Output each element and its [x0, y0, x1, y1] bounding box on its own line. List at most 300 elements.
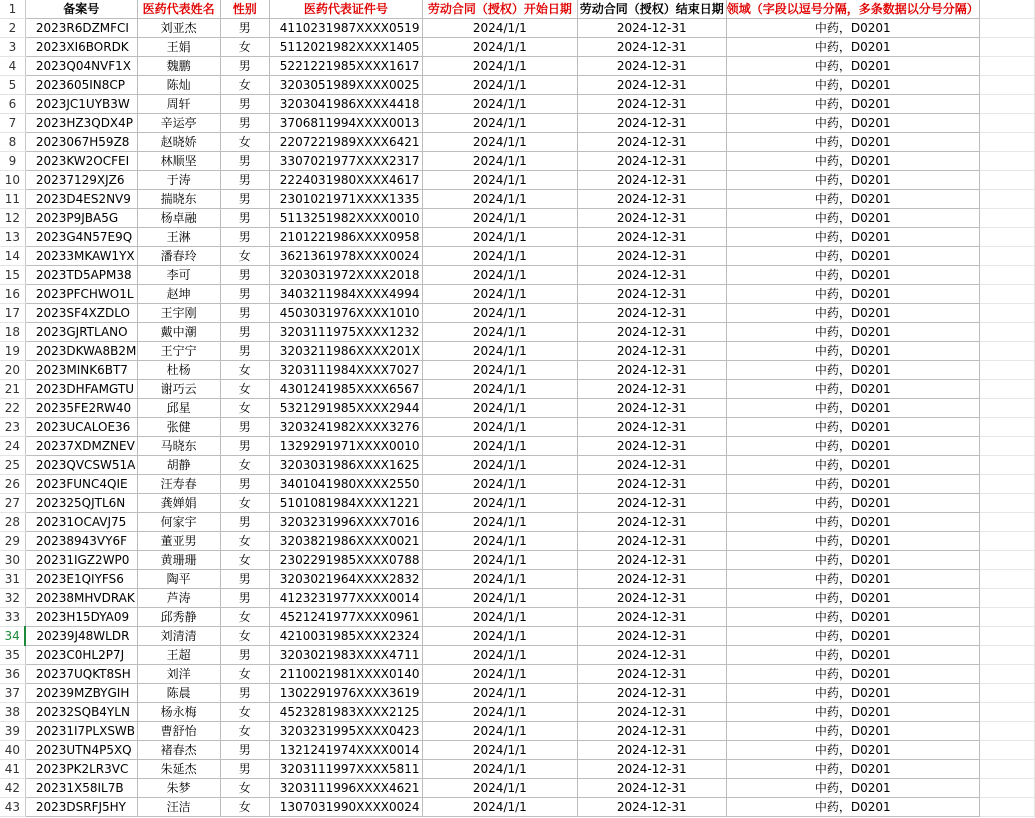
cell-rep-name[interactable]: 王淋: [137, 228, 220, 247]
row-number[interactable]: 29: [0, 532, 25, 551]
cell-end-date[interactable]: 2024-12-31: [577, 551, 726, 570]
cell-record-id[interactable]: 2023P9JBA5G: [25, 209, 137, 228]
cell-start-date[interactable]: 2024/1/1: [423, 361, 578, 380]
cell-rep-name[interactable]: 张健: [137, 418, 220, 437]
cell-id-number[interactable]: 3621361978XXXX0024: [269, 247, 422, 266]
cell-id-number[interactable]: 4523281983XXXX2125: [269, 703, 422, 722]
cell-domain-field[interactable]: 中药，D0201: [726, 266, 979, 285]
row-number[interactable]: 21: [0, 380, 25, 399]
cell-gender[interactable]: 男: [220, 228, 269, 247]
empty-cell[interactable]: [979, 133, 1034, 152]
empty-cell[interactable]: [979, 665, 1034, 684]
cell-end-date[interactable]: 2024-12-31: [577, 247, 726, 266]
cell-record-id[interactable]: 2023PFCHWO1L: [25, 285, 137, 304]
empty-cell[interactable]: [979, 722, 1034, 741]
cell-record-id[interactable]: 20237XDMZNEV: [25, 437, 137, 456]
cell-domain-field[interactable]: 中药，D0201: [726, 152, 979, 171]
cell-id-number[interactable]: 4503031976XXXX1010: [269, 304, 422, 323]
cell-domain-field[interactable]: 中药，D0201: [726, 722, 979, 741]
cell-record-id[interactable]: 20239J48WLDR: [25, 627, 137, 646]
cell-record-id[interactable]: 2023G4N57E9Q: [25, 228, 137, 247]
empty-cell[interactable]: [979, 513, 1034, 532]
cell-record-id[interactable]: 20231X58IL7B: [25, 779, 137, 798]
cell-rep-name[interactable]: 朱延杰: [137, 760, 220, 779]
cell-gender[interactable]: 女: [220, 798, 269, 817]
cell-start-date[interactable]: 2024/1/1: [423, 247, 578, 266]
cell-start-date[interactable]: 2024/1/1: [423, 722, 578, 741]
row-number[interactable]: 16: [0, 285, 25, 304]
cell-end-date[interactable]: 2024-12-31: [577, 779, 726, 798]
row-number[interactable]: 39: [0, 722, 25, 741]
empty-cell[interactable]: [979, 266, 1034, 285]
cell-start-date[interactable]: 2024/1/1: [423, 532, 578, 551]
cell-gender[interactable]: 女: [220, 399, 269, 418]
cell-gender[interactable]: 女: [220, 608, 269, 627]
cell-record-id[interactable]: 2023UTN4P5XQ: [25, 741, 137, 760]
empty-cell[interactable]: [979, 627, 1034, 646]
cell-start-date[interactable]: 2024/1/1: [423, 266, 578, 285]
cell-id-number[interactable]: 2101221986XXXX0958: [269, 228, 422, 247]
cell-end-date[interactable]: 2024-12-31: [577, 38, 726, 57]
cell-gender[interactable]: 女: [220, 665, 269, 684]
cell-rep-name[interactable]: 何家宇: [137, 513, 220, 532]
row-number[interactable]: 22: [0, 399, 25, 418]
cell-record-id[interactable]: 2023SF4XZDLO: [25, 304, 137, 323]
cell-record-id[interactable]: 2023KW2OCFEI: [25, 152, 137, 171]
cell-gender[interactable]: 女: [220, 76, 269, 95]
cell-record-id[interactable]: 20238MHVDRAK: [25, 589, 137, 608]
row-number[interactable]: 35: [0, 646, 25, 665]
row-number[interactable]: 42: [0, 779, 25, 798]
cell-id-number[interactable]: 3203041986XXXX4418: [269, 95, 422, 114]
cell-rep-name[interactable]: 赵坤: [137, 285, 220, 304]
cell-rep-name[interactable]: 谢巧云: [137, 380, 220, 399]
cell-start-date[interactable]: 2024/1/1: [423, 589, 578, 608]
cell-end-date[interactable]: 2024-12-31: [577, 95, 726, 114]
cell-end-date[interactable]: 2024-12-31: [577, 456, 726, 475]
cell-start-date[interactable]: 2024/1/1: [423, 798, 578, 817]
cell-start-date[interactable]: 2024/1/1: [423, 19, 578, 38]
cell-record-id[interactable]: 2023DSRFJ5HY: [25, 798, 137, 817]
cell-end-date[interactable]: 2024-12-31: [577, 57, 726, 76]
cell-rep-name[interactable]: 王娟: [137, 38, 220, 57]
cell-start-date[interactable]: 2024/1/1: [423, 646, 578, 665]
cell-end-date[interactable]: 2024-12-31: [577, 342, 726, 361]
cell-id-number[interactable]: 2110021981XXXX0140: [269, 665, 422, 684]
empty-cell[interactable]: [979, 456, 1034, 475]
cell-id-number[interactable]: 3203021983XXXX4711: [269, 646, 422, 665]
empty-cell[interactable]: [979, 399, 1034, 418]
cell-domain-field[interactable]: 中药，D0201: [726, 19, 979, 38]
row-number[interactable]: 33: [0, 608, 25, 627]
row-number[interactable]: 32: [0, 589, 25, 608]
header-end-date[interactable]: 劳动合同（授权）结束日期: [577, 0, 726, 19]
header-record-id[interactable]: 备案号: [25, 0, 137, 19]
cell-rep-name[interactable]: 杨卓融: [137, 209, 220, 228]
row-number[interactable]: 20: [0, 361, 25, 380]
header-start-date[interactable]: 劳动合同（授权）开始日期: [423, 0, 578, 19]
empty-cell[interactable]: [979, 152, 1034, 171]
cell-end-date[interactable]: 2024-12-31: [577, 76, 726, 95]
cell-domain-field[interactable]: 中药，D0201: [726, 95, 979, 114]
cell-domain-field[interactable]: 中药，D0201: [726, 684, 979, 703]
cell-end-date[interactable]: 2024-12-31: [577, 190, 726, 209]
cell-domain-field[interactable]: 中药，D0201: [726, 646, 979, 665]
cell-rep-name[interactable]: 陈晨: [137, 684, 220, 703]
empty-cell[interactable]: [979, 608, 1034, 627]
cell-domain-field[interactable]: 中药，D0201: [726, 133, 979, 152]
row-number[interactable]: 37: [0, 684, 25, 703]
cell-id-number[interactable]: 1302291976XXXX3619: [269, 684, 422, 703]
row-number[interactable]: 43: [0, 798, 25, 817]
cell-end-date[interactable]: 2024-12-31: [577, 285, 726, 304]
empty-cell[interactable]: [979, 779, 1034, 798]
cell-end-date[interactable]: 2024-12-31: [577, 665, 726, 684]
cell-end-date[interactable]: 2024-12-31: [577, 608, 726, 627]
cell-start-date[interactable]: 2024/1/1: [423, 133, 578, 152]
cell-start-date[interactable]: 2024/1/1: [423, 779, 578, 798]
cell-rep-name[interactable]: 黄珊珊: [137, 551, 220, 570]
cell-rep-name[interactable]: 朱梦: [137, 779, 220, 798]
cell-id-number[interactable]: 3203111996XXXX4621: [269, 779, 422, 798]
cell-end-date[interactable]: 2024-12-31: [577, 513, 726, 532]
cell-domain-field[interactable]: 中药，D0201: [726, 608, 979, 627]
empty-cell[interactable]: [979, 361, 1034, 380]
cell-end-date[interactable]: 2024-12-31: [577, 380, 726, 399]
empty-cell[interactable]: [979, 570, 1034, 589]
cell-domain-field[interactable]: 中药，D0201: [726, 304, 979, 323]
cell-record-id[interactable]: 20232SQB4YLN: [25, 703, 137, 722]
cell-start-date[interactable]: 2024/1/1: [423, 703, 578, 722]
cell-gender[interactable]: 男: [220, 152, 269, 171]
row-number[interactable]: 11: [0, 190, 25, 209]
empty-cell[interactable]: [979, 228, 1034, 247]
cell-gender[interactable]: 女: [220, 380, 269, 399]
cell-end-date[interactable]: 2024-12-31: [577, 627, 726, 646]
cell-gender[interactable]: 男: [220, 684, 269, 703]
cell-gender[interactable]: 女: [220, 38, 269, 57]
cell-id-number[interactable]: 2302291985XXXX0788: [269, 551, 422, 570]
cell-gender[interactable]: 男: [220, 342, 269, 361]
cell-gender[interactable]: 男: [220, 475, 269, 494]
empty-cell[interactable]: [979, 190, 1034, 209]
row-number[interactable]: 8: [0, 133, 25, 152]
cell-record-id[interactable]: 20238943VY6F: [25, 532, 137, 551]
cell-domain-field[interactable]: 中药，D0201: [726, 513, 979, 532]
cell-gender[interactable]: 女: [220, 247, 269, 266]
header-gender[interactable]: 性别: [220, 0, 269, 19]
cell-start-date[interactable]: 2024/1/1: [423, 513, 578, 532]
cell-rep-name[interactable]: 戴中潮: [137, 323, 220, 342]
cell-domain-field[interactable]: 中药，D0201: [726, 418, 979, 437]
cell-domain-field[interactable]: 中药，D0201: [726, 494, 979, 513]
cell-record-id[interactable]: 2023Q04NVF1X: [25, 57, 137, 76]
cell-start-date[interactable]: 2024/1/1: [423, 57, 578, 76]
empty-cell[interactable]: [979, 19, 1034, 38]
header-id-number[interactable]: 医药代表证件号: [269, 0, 422, 19]
empty-cell[interactable]: [979, 171, 1034, 190]
cell-record-id[interactable]: 2023DKWA8B2M: [25, 342, 137, 361]
cell-start-date[interactable]: 2024/1/1: [423, 494, 578, 513]
cell-domain-field[interactable]: 中药，D0201: [726, 228, 979, 247]
cell-rep-name[interactable]: 陶平: [137, 570, 220, 589]
cell-end-date[interactable]: 2024-12-31: [577, 646, 726, 665]
header-rep-name[interactable]: 医药代表姓名: [137, 0, 220, 19]
row-number[interactable]: 36: [0, 665, 25, 684]
cell-domain-field[interactable]: 中药，D0201: [726, 171, 979, 190]
header-domain-field[interactable]: 领域（字段以逗号分隔，多条数据以分号分隔）: [726, 0, 979, 19]
cell-end-date[interactable]: 2024-12-31: [577, 798, 726, 817]
cell-id-number[interactable]: 1329291971XXXX0010: [269, 437, 422, 456]
cell-start-date[interactable]: 2024/1/1: [423, 190, 578, 209]
empty-cell[interactable]: [979, 95, 1034, 114]
cell-domain-field[interactable]: 中药，D0201: [726, 285, 979, 304]
row-number[interactable]: 4: [0, 57, 25, 76]
cell-gender[interactable]: 女: [220, 779, 269, 798]
cell-rep-name[interactable]: 林顺坚: [137, 152, 220, 171]
cell-end-date[interactable]: 2024-12-31: [577, 684, 726, 703]
cell-domain-field[interactable]: 中药，D0201: [726, 570, 979, 589]
cell-domain-field[interactable]: 中药，D0201: [726, 380, 979, 399]
cell-id-number[interactable]: 3203111997XXXX5811: [269, 760, 422, 779]
cell-domain-field[interactable]: 中药，D0201: [726, 247, 979, 266]
cell-rep-name[interactable]: 魏鹏: [137, 57, 220, 76]
cell-end-date[interactable]: 2024-12-31: [577, 494, 726, 513]
cell-id-number[interactable]: 2301021971XXXX1335: [269, 190, 422, 209]
cell-record-id[interactable]: 2023TD5APM38: [25, 266, 137, 285]
cell-record-id[interactable]: 2023H15DYA09: [25, 608, 137, 627]
cell-record-id[interactable]: 20231IGZ2WP0: [25, 551, 137, 570]
cell-record-id[interactable]: 2023GJRTLANO: [25, 323, 137, 342]
cell-start-date[interactable]: 2024/1/1: [423, 627, 578, 646]
cell-id-number[interactable]: 3203031986XXXX1625: [269, 456, 422, 475]
empty-cell[interactable]: [979, 589, 1034, 608]
row-number[interactable]: 19: [0, 342, 25, 361]
cell-end-date[interactable]: 2024-12-31: [577, 703, 726, 722]
cell-record-id[interactable]: 2023R6DZMFCI: [25, 19, 137, 38]
cell-start-date[interactable]: 2024/1/1: [423, 228, 578, 247]
row-number[interactable]: 10: [0, 171, 25, 190]
empty-cell[interactable]: [979, 646, 1034, 665]
cell-domain-field[interactable]: 中药，D0201: [726, 798, 979, 817]
empty-cell[interactable]: [979, 209, 1034, 228]
cell-end-date[interactable]: 2024-12-31: [577, 361, 726, 380]
cell-start-date[interactable]: 2024/1/1: [423, 342, 578, 361]
cell-domain-field[interactable]: 中药，D0201: [726, 76, 979, 95]
cell-gender[interactable]: 男: [220, 437, 269, 456]
cell-record-id[interactable]: 2023MINK6BT7: [25, 361, 137, 380]
cell-gender[interactable]: 男: [220, 114, 269, 133]
cell-domain-field[interactable]: 中药，D0201: [726, 38, 979, 57]
cell-end-date[interactable]: 2024-12-31: [577, 475, 726, 494]
row-number[interactable]: 28: [0, 513, 25, 532]
row-number[interactable]: 6: [0, 95, 25, 114]
row-number[interactable]: 27: [0, 494, 25, 513]
cell-record-id[interactable]: 2023C0HL2P7J: [25, 646, 137, 665]
empty-cell[interactable]: [979, 285, 1034, 304]
cell-record-id[interactable]: 2023JC1UYB3W: [25, 95, 137, 114]
cell-domain-field[interactable]: 中药，D0201: [726, 456, 979, 475]
cell-id-number[interactable]: 4123231977XXXX0014: [269, 589, 422, 608]
cell-record-id[interactable]: 20231OCAVJ75: [25, 513, 137, 532]
cell-start-date[interactable]: 2024/1/1: [423, 323, 578, 342]
row-number[interactable]: 14: [0, 247, 25, 266]
cell-rep-name[interactable]: 龚婵娟: [137, 494, 220, 513]
cell-id-number[interactable]: 3203241982XXXX3276: [269, 418, 422, 437]
cell-id-number[interactable]: 4521241977XXXX0961: [269, 608, 422, 627]
cell-rep-name[interactable]: 杜杨: [137, 361, 220, 380]
cell-gender[interactable]: 男: [220, 285, 269, 304]
cell-gender[interactable]: 男: [220, 190, 269, 209]
row-number[interactable]: 7: [0, 114, 25, 133]
cell-gender[interactable]: 男: [220, 741, 269, 760]
cell-start-date[interactable]: 2024/1/1: [423, 608, 578, 627]
row-number[interactable]: 18: [0, 323, 25, 342]
cell-record-id[interactable]: 20233MKAW1YX: [25, 247, 137, 266]
cell-start-date[interactable]: 2024/1/1: [423, 741, 578, 760]
cell-record-id[interactable]: 20231I7PLXSWB: [25, 722, 137, 741]
cell-start-date[interactable]: 2024/1/1: [423, 285, 578, 304]
row-number[interactable]: 40: [0, 741, 25, 760]
cell-record-id[interactable]: 20235FE2RW40: [25, 399, 137, 418]
cell-domain-field[interactable]: 中药，D0201: [726, 342, 979, 361]
cell-id-number[interactable]: 2224031980XXXX4617: [269, 171, 422, 190]
cell-domain-field[interactable]: 中药，D0201: [726, 57, 979, 76]
cell-gender[interactable]: 男: [220, 513, 269, 532]
cell-end-date[interactable]: 2024-12-31: [577, 209, 726, 228]
cell-domain-field[interactable]: 中药，D0201: [726, 741, 979, 760]
row-number[interactable]: 17: [0, 304, 25, 323]
cell-start-date[interactable]: 2024/1/1: [423, 38, 578, 57]
row-number[interactable]: 9: [0, 152, 25, 171]
cell-record-id[interactable]: 2023PK2LR3VC: [25, 760, 137, 779]
row-number[interactable]: 34: [0, 627, 25, 646]
row-number[interactable]: 13: [0, 228, 25, 247]
cell-gender[interactable]: 男: [220, 570, 269, 589]
cell-record-id[interactable]: 2023FUNC4QIE: [25, 475, 137, 494]
cell-start-date[interactable]: 2024/1/1: [423, 418, 578, 437]
cell-id-number[interactable]: 3203051989XXXX0025: [269, 76, 422, 95]
cell-rep-name[interactable]: 刘清清: [137, 627, 220, 646]
cell-end-date[interactable]: 2024-12-31: [577, 171, 726, 190]
empty-cell[interactable]: [979, 247, 1034, 266]
cell-domain-field[interactable]: 中药，D0201: [726, 437, 979, 456]
row-number[interactable]: 2: [0, 19, 25, 38]
cell-id-number[interactable]: 3203111975XXXX1232: [269, 323, 422, 342]
cell-rep-name[interactable]: 褚春杰: [137, 741, 220, 760]
cell-end-date[interactable]: 2024-12-31: [577, 437, 726, 456]
cell-id-number[interactable]: 3203031972XXXX2018: [269, 266, 422, 285]
row-number[interactable]: 5: [0, 76, 25, 95]
cell-gender[interactable]: 女: [220, 494, 269, 513]
cell-rep-name[interactable]: 周轩: [137, 95, 220, 114]
cell-record-id[interactable]: 2023605IN8CP: [25, 76, 137, 95]
empty-cell[interactable]: [979, 38, 1034, 57]
cell-end-date[interactable]: 2024-12-31: [577, 570, 726, 589]
cell-start-date[interactable]: 2024/1/1: [423, 114, 578, 133]
cell-start-date[interactable]: 2024/1/1: [423, 684, 578, 703]
cell-rep-name[interactable]: 王宇刚: [137, 304, 220, 323]
cell-id-number[interactable]: 3203231996XXXX7016: [269, 513, 422, 532]
cell-id-number[interactable]: 4110231987XXXX0519: [269, 19, 422, 38]
cell-domain-field[interactable]: 中药，D0201: [726, 665, 979, 684]
row-number[interactable]: 3: [0, 38, 25, 57]
empty-cell[interactable]: [979, 475, 1034, 494]
cell-start-date[interactable]: 2024/1/1: [423, 437, 578, 456]
cell-id-number[interactable]: 5101081984XXXX1221: [269, 494, 422, 513]
cell-id-number[interactable]: 5321291985XXXX2944: [269, 399, 422, 418]
empty-cell[interactable]: [979, 57, 1034, 76]
empty-cell[interactable]: [979, 114, 1034, 133]
cell-gender[interactable]: 男: [220, 760, 269, 779]
cell-start-date[interactable]: 2024/1/1: [423, 475, 578, 494]
cell-record-id[interactable]: 2023D4ES2NV9: [25, 190, 137, 209]
cell-end-date[interactable]: 2024-12-31: [577, 19, 726, 38]
cell-end-date[interactable]: 2024-12-31: [577, 760, 726, 779]
cell-record-id[interactable]: 2023XI6BORDK: [25, 38, 137, 57]
empty-cell[interactable]: [979, 437, 1034, 456]
cell-domain-field[interactable]: 中药，D0201: [726, 703, 979, 722]
cell-end-date[interactable]: 2024-12-31: [577, 589, 726, 608]
cell-gender[interactable]: 男: [220, 266, 269, 285]
cell-gender[interactable]: 女: [220, 722, 269, 741]
cell-end-date[interactable]: 2024-12-31: [577, 722, 726, 741]
empty-cell[interactable]: [979, 741, 1034, 760]
row-number[interactable]: 25: [0, 456, 25, 475]
cell-gender[interactable]: 男: [220, 95, 269, 114]
row-number[interactable]: 41: [0, 760, 25, 779]
cell-start-date[interactable]: 2024/1/1: [423, 551, 578, 570]
cell-rep-name[interactable]: 刘洋: [137, 665, 220, 684]
cell-domain-field[interactable]: 中药，D0201: [726, 475, 979, 494]
cell-rep-name[interactable]: 汪洁: [137, 798, 220, 817]
cell-id-number[interactable]: 4301241985XXXX6567: [269, 380, 422, 399]
cell-gender[interactable]: 女: [220, 456, 269, 475]
cell-record-id[interactable]: 20237UQKT8SH: [25, 665, 137, 684]
cell-domain-field[interactable]: 中药，D0201: [726, 361, 979, 380]
cell-rep-name[interactable]: 邱星: [137, 399, 220, 418]
cell-id-number[interactable]: 3203111984XXXX7027: [269, 361, 422, 380]
empty-cell[interactable]: [979, 304, 1034, 323]
cell-id-number[interactable]: 5113251982XXXX0010: [269, 209, 422, 228]
cell-domain-field[interactable]: 中药，D0201: [726, 532, 979, 551]
cell-id-number[interactable]: 3307021977XXXX2317: [269, 152, 422, 171]
cell-id-number[interactable]: 3401041980XXXX2550: [269, 475, 422, 494]
cell-domain-field[interactable]: 中药，D0201: [726, 209, 979, 228]
cell-start-date[interactable]: 2024/1/1: [423, 380, 578, 399]
cell-gender[interactable]: 男: [220, 57, 269, 76]
cell-end-date[interactable]: 2024-12-31: [577, 323, 726, 342]
cell-gender[interactable]: 女: [220, 627, 269, 646]
cell-domain-field[interactable]: 中药，D0201: [726, 627, 979, 646]
cell-end-date[interactable]: 2024-12-31: [577, 399, 726, 418]
cell-gender[interactable]: 男: [220, 171, 269, 190]
cell-rep-name[interactable]: 辛运亭: [137, 114, 220, 133]
cell-id-number[interactable]: 3203821986XXXX0021: [269, 532, 422, 551]
cell-record-id[interactable]: 2023QVCSW51A: [25, 456, 137, 475]
cell-id-number[interactable]: 3203021964XXXX2832: [269, 570, 422, 589]
cell-gender[interactable]: 女: [220, 551, 269, 570]
cell-rep-name[interactable]: 芦涛: [137, 589, 220, 608]
cell-end-date[interactable]: 2024-12-31: [577, 304, 726, 323]
cell-start-date[interactable]: 2024/1/1: [423, 760, 578, 779]
cell-id-number[interactable]: 2207221989XXXX6421: [269, 133, 422, 152]
row-number[interactable]: 12: [0, 209, 25, 228]
cell-gender[interactable]: 男: [220, 418, 269, 437]
cell-id-number[interactable]: 3706811994XXXX0013: [269, 114, 422, 133]
cell-id-number[interactable]: 3403211984XXXX4994: [269, 285, 422, 304]
row-number[interactable]: 31: [0, 570, 25, 589]
